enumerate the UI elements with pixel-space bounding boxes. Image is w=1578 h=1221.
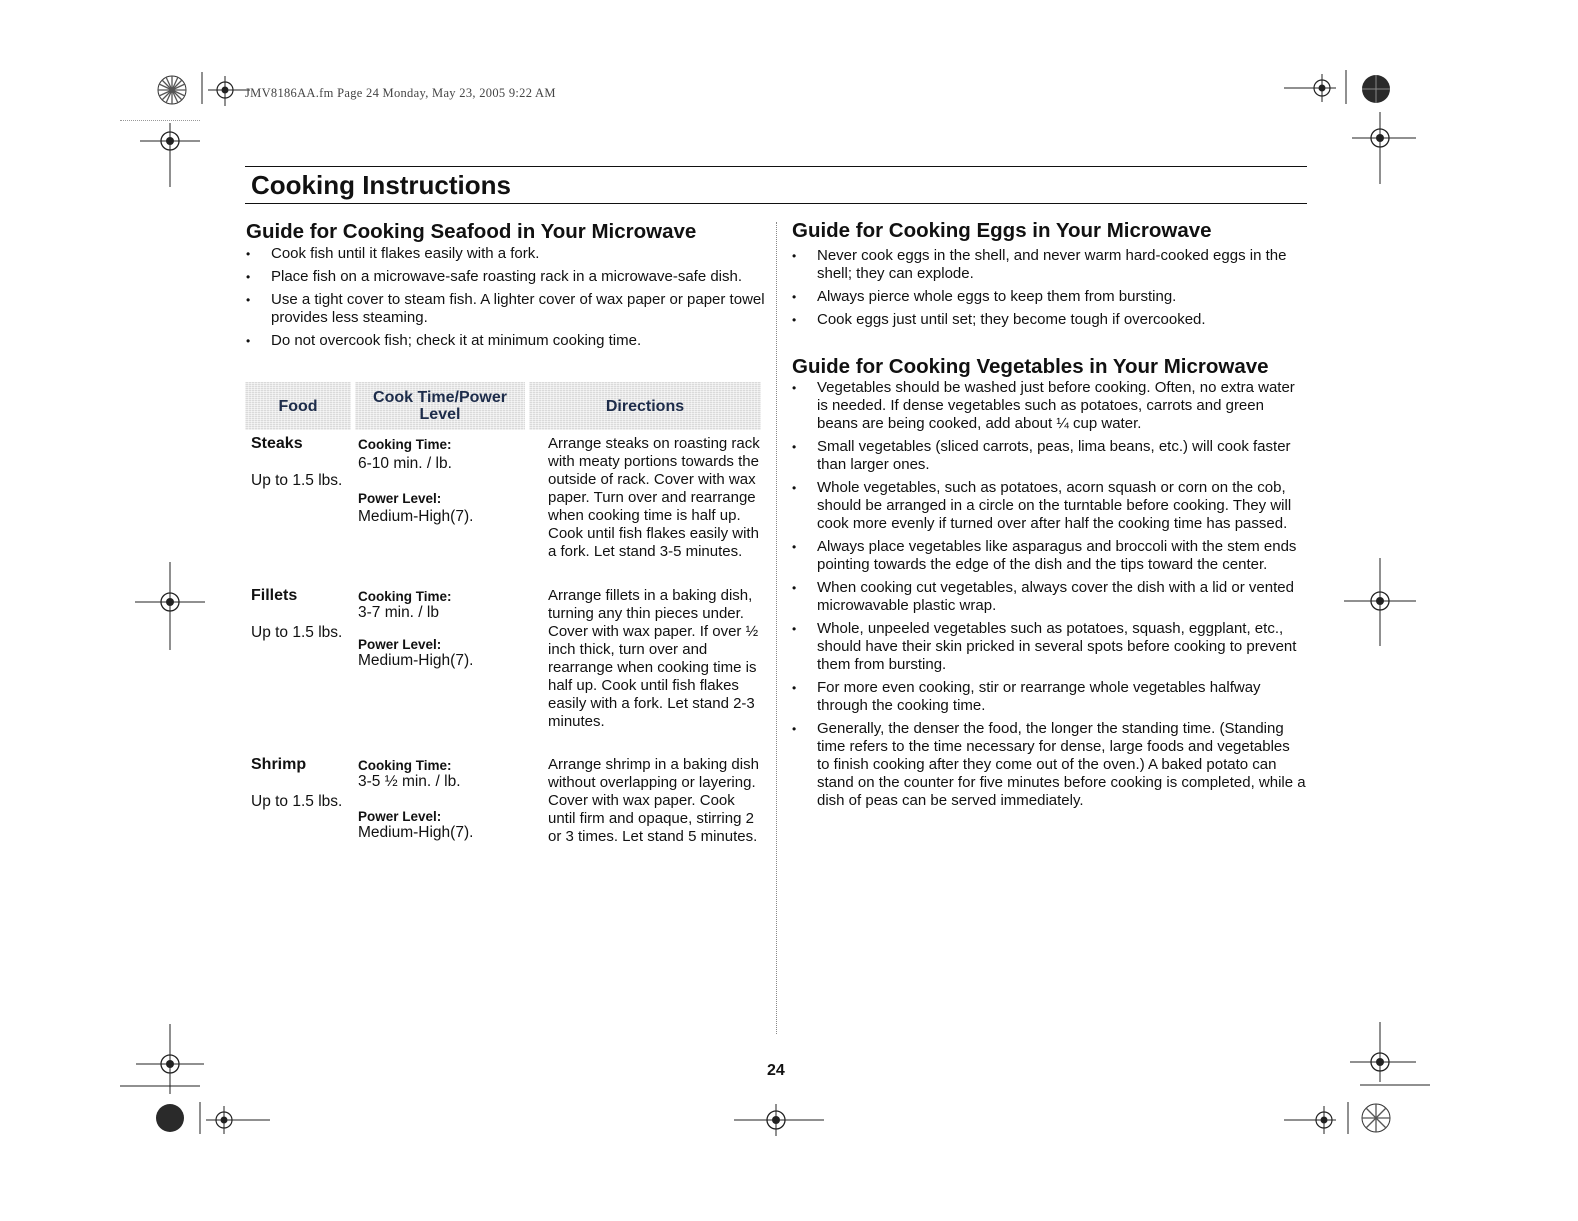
power-level-value: Medium-High(7). xyxy=(358,508,474,525)
list-item: • Small vegetables (sliced carrots, peas, lima beans, etc.) will cook faster than larger ones. xyxy=(791,438,1306,474)
crosshair-icon xyxy=(140,123,200,187)
registration-mark-icon xyxy=(150,72,250,112)
directions-text: Arrange shrimp in a baking dish without overlapping or layering. Cover with wax paper. Cook until firm and opaque, stirring 2 or 3 times. Let stand 5 minutes. xyxy=(548,756,759,845)
list-item: • Use a tight cover to steam fish. A lighter cover of wax paper or paper towel provides less steaming. xyxy=(245,291,765,327)
header-directions: Directions xyxy=(529,382,761,430)
list-item: • For more even cooking, stir or rearrange whole vegetables halfway through the cooking time. xyxy=(791,679,1306,715)
crosshair-icon xyxy=(1344,558,1416,646)
registration-mark-icon xyxy=(1284,70,1394,110)
list-item: • Always pierce whole eggs to keep them from bursting. xyxy=(791,288,1306,306)
food-quantity: Up to 1.5 lbs. xyxy=(251,793,343,810)
crosshair-icon xyxy=(120,1024,230,1094)
crosshair-icon xyxy=(1350,1022,1430,1092)
page-title: Cooking Instructions xyxy=(251,170,511,200)
registration-mark-icon xyxy=(1284,1098,1394,1138)
list-item: • Vegetables should be washed just before cooking. Often, no extra water is needed. If dense vegetables such as potatoes, carrots and green beans are being cooked, add about ¼ cup water. xyxy=(791,379,1306,433)
column-divider xyxy=(776,222,777,1034)
table-row xyxy=(245,435,761,585)
food-name: Shrimp xyxy=(251,756,307,773)
file-slug: JMV8186AA.fm Page 24 Monday, May 23, 2005 9:22 AM xyxy=(245,86,556,100)
list-item: • Cook fish until it flakes easily with a fork. xyxy=(245,245,765,263)
eggs-heading: Guide for Cooking Eggs in Your Microwave xyxy=(792,219,1212,242)
crosshair-icon xyxy=(1352,112,1416,184)
cook-time-value: 3-7 min. / lb xyxy=(358,604,439,621)
list-item: • Whole, unpeeled vegetables such as potatoes, squash, eggplant, etc., should have their skin pricked in several spots before cooking to prevent them from bursting. xyxy=(791,620,1306,674)
crosshair-icon xyxy=(135,562,205,650)
registration-mark-icon xyxy=(150,1098,280,1138)
food-quantity: Up to 1.5 lbs. xyxy=(251,472,343,489)
vegetables-bullets xyxy=(791,379,1306,815)
food-quantity: Up to 1.5 lbs. xyxy=(251,624,343,641)
list-item: • Never cook eggs in the shell, and never warm hard-cooked eggs in the shell; they can explode. xyxy=(791,247,1306,283)
cook-time-value: 3-5 ½ min. / lb. xyxy=(358,773,461,790)
power-level-value: Medium-High(7). xyxy=(358,824,474,841)
list-item: • Do not overcook fish; check it at minimum cooking time. xyxy=(245,332,765,350)
seafood-table-header xyxy=(245,382,761,430)
cook-time-label: Cooking Time: xyxy=(358,589,452,604)
list-item: • Place fish on a microwave-safe roasting rack in a microwave-safe dish. xyxy=(245,268,765,286)
list-item: • Always place vegetables like asparagus and broccoli with the stem ends pointing towards the edge of the dish and the tips toward the center. xyxy=(791,538,1306,574)
power-level-label: Power Level: xyxy=(358,637,442,652)
title-top-rule xyxy=(245,166,1307,167)
power-level-value: Medium-High(7). xyxy=(358,652,474,669)
cook-time-label: Cooking Time: xyxy=(358,758,452,773)
eggs-bullets xyxy=(791,247,1306,334)
table-row xyxy=(245,587,761,752)
seafood-bullets xyxy=(245,245,765,355)
header-food: Food xyxy=(245,382,351,430)
vegetables-heading: Guide for Cooking Vegetables in Your Microwave xyxy=(792,355,1269,378)
power-level-label: Power Level: xyxy=(358,491,442,506)
list-item: • Whole vegetables, such as potatoes, acorn squash or corn on the cob, should be arranged in a circle on the turntable before cooking. They will cook more evenly if turned over after half the cooking time has passed. xyxy=(791,479,1306,533)
cook-time-label: Cooking Time: xyxy=(358,437,452,452)
list-item: • Cook eggs just until set; they become tough if overcooked. xyxy=(791,311,1306,329)
list-item: • When cooking cut vegetables, always cover the dish with a lid or vented microwavable plastic wrap. xyxy=(791,579,1306,615)
crop-line xyxy=(120,120,200,121)
power-level-label: Power Level: xyxy=(358,809,442,824)
header-cook-time: Cook Time/Power Level xyxy=(355,382,525,430)
cook-time-value: 6-10 min. / lb. xyxy=(358,455,452,472)
crosshair-icon xyxy=(734,1100,824,1140)
page-number: 24 xyxy=(767,1062,785,1079)
title-bottom-rule xyxy=(245,203,1307,204)
list-item: • Generally, the denser the food, the longer the standing time. (Standing time refers to the time necessary for dense, large foods and vegetables to finish cooking after they come out of the oven.) A baked potato can stand on the counter for five minutes before cooking is completed, while a dish of peas can be served immediately. xyxy=(791,720,1306,810)
directions-text: Arrange steaks on roasting rack with meaty portions towards the outside of rack. Cover with wax paper. Turn over and rearrange when cooking time is half up. Cook until fish flakes easily with a fork. Let stand 3-5 minutes. xyxy=(548,435,760,560)
food-name: Steaks xyxy=(251,435,303,452)
table-row xyxy=(245,756,761,871)
food-name: Fillets xyxy=(251,587,298,604)
seafood-heading: Guide for Cooking Seafood in Your Microwave xyxy=(246,220,697,243)
directions-text: Arrange fillets in a baking dish, turning any thin pieces under. Cover with wax paper. If over ½ inch thick, turn over and rearrange when cooking time is half up. Cook until fish flakes easily with a fork. Let stand 2-3 minutes. xyxy=(548,587,759,730)
